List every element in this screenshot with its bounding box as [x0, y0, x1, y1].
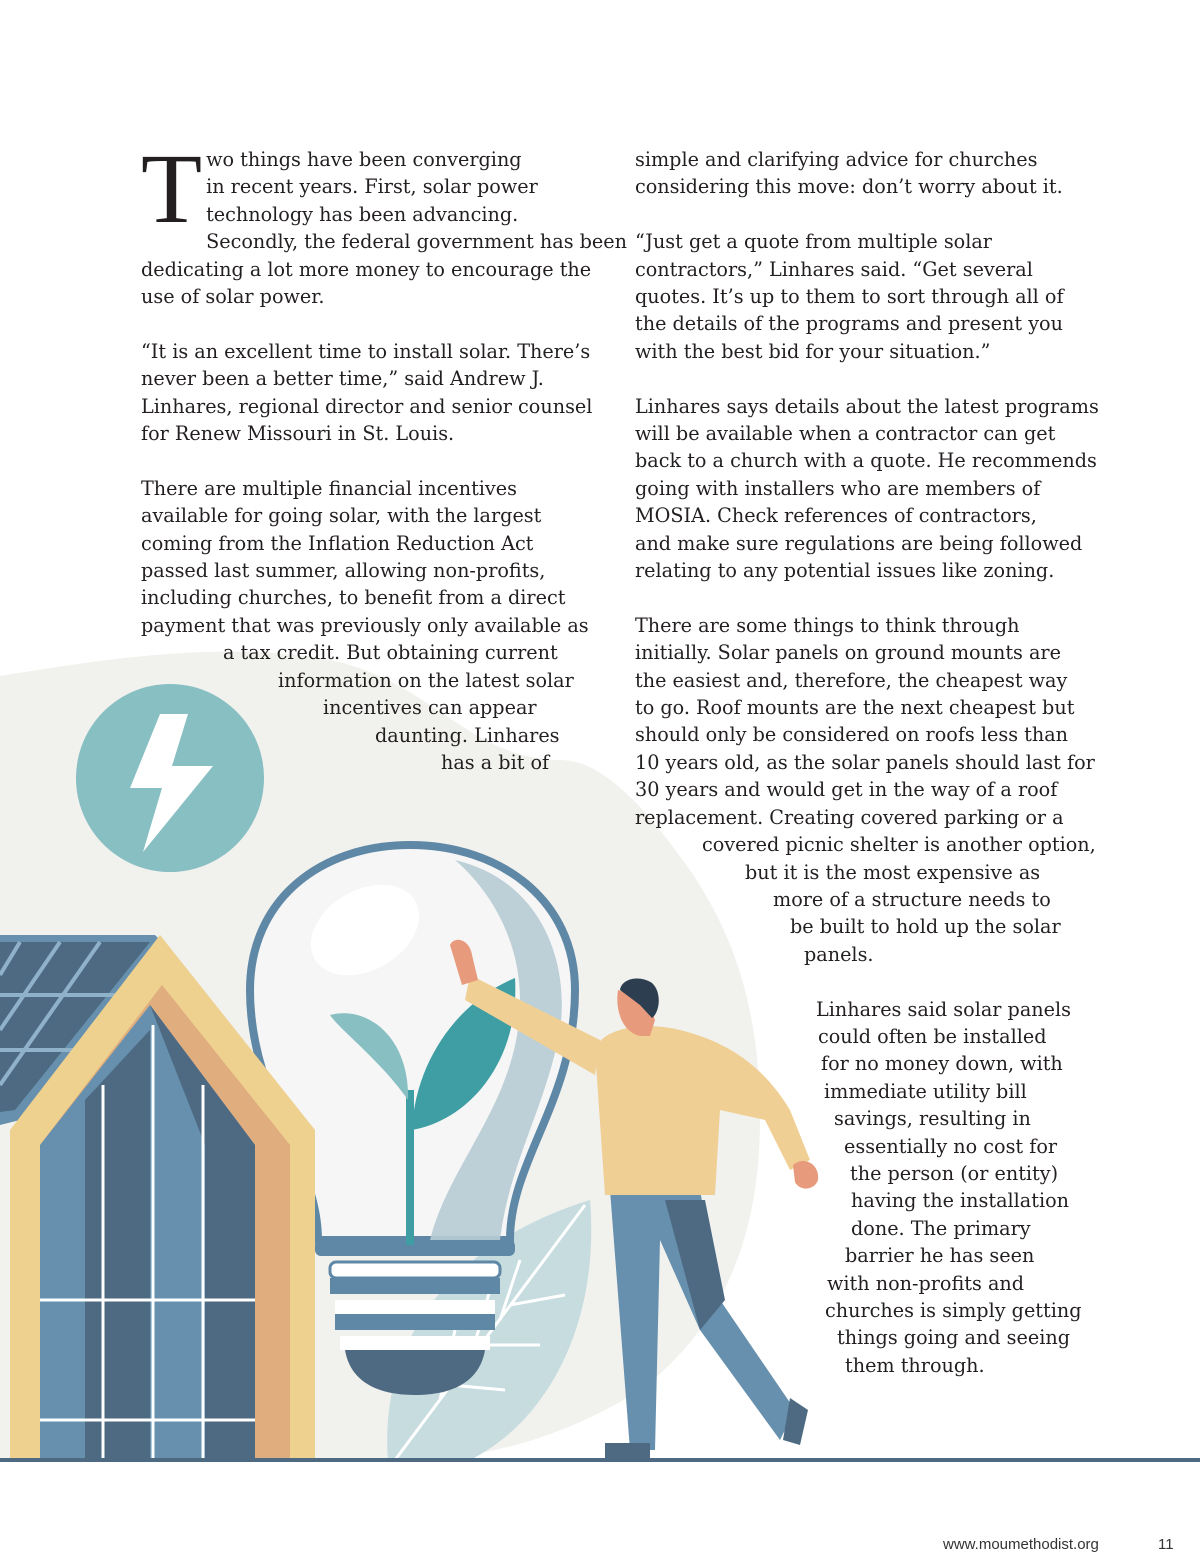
text-line: covered picnic shelter is another option,: [702, 833, 1096, 857]
text-line: things going and seeing: [837, 1326, 1071, 1350]
text-line: in recent years. First, solar power: [206, 175, 538, 199]
text-line: Linhares, regional director and senior counsel: [141, 394, 593, 418]
text-line: having the installation: [851, 1189, 1069, 1213]
bottom-rule: [0, 1458, 1200, 1462]
article-column-right: [635, 146, 1099, 1407]
paragraph-6: [635, 393, 1099, 585]
text-line: immediate utility bill: [824, 1079, 1027, 1103]
text-line: payment that was previously only available as: [141, 613, 589, 637]
text-line: panels.: [804, 942, 874, 966]
paragraph-2: [141, 338, 593, 448]
text-line: but it is the most expensive as: [745, 860, 1041, 884]
text-line: initially. Solar panels on ground mounts are: [635, 641, 1061, 665]
text-line: relating to any potential issues like zoning.: [635, 559, 1055, 583]
text-line: “It is an excellent time to install solar. There’s: [141, 339, 591, 363]
text-line: be built to hold up the solar: [790, 915, 1061, 939]
text-line: 30 years and would get in the way of a roof: [635, 778, 1058, 802]
paragraph-5: [635, 228, 1075, 365]
text-line: technology has been advancing.: [206, 202, 519, 226]
text-line: There are some things to think through: [635, 613, 1020, 637]
article-column-left: [141, 133, 627, 804]
text-line: with non-profits and: [827, 1271, 1025, 1295]
text-line: passed last summer, allowing non-profits,: [141, 559, 546, 583]
text-line: MOSIA. Check references of contractors,: [635, 504, 1037, 528]
text-line: 10 years old, as the solar panels should last for: [635, 750, 1095, 774]
text-line: churches is simply getting: [825, 1299, 1082, 1322]
text-line: daunting. Linhares: [375, 723, 560, 747]
text-line: Linhares says details about the latest programs: [635, 394, 1099, 418]
text-line: could often be installed: [818, 1024, 1047, 1048]
text-line: including churches, to benefit from a direct: [141, 586, 566, 610]
text-line: savings, resulting in: [834, 1107, 1031, 1131]
text-line: replacement. Creating covered parking or a: [635, 805, 1064, 829]
text-line: the person (or entity): [850, 1161, 1059, 1185]
text-line: coming from the Inflation Reduction Act: [141, 531, 534, 555]
text-line: them through.: [845, 1353, 985, 1377]
text-line: considering this move: don’t worry about it.: [635, 175, 1063, 199]
text-line: “Just get a quote from multiple solar: [635, 230, 992, 254]
text-line: going with installers who are members of: [635, 476, 1041, 500]
text-line: There are multiple financial incentives: [141, 476, 517, 500]
paragraph-3: [141, 475, 589, 776]
text-line: back to a church with a quote. He recommends: [635, 449, 1097, 473]
text-line: Secondly, the federal government has been: [206, 230, 627, 254]
text-line: will be available when a contractor can get: [635, 422, 1056, 446]
text-line: simple and clarifying advice for churches: [635, 148, 1038, 171]
footer-website-link[interactable]: www.moumethodist.org: [943, 1536, 1099, 1553]
text-line: the easiest and, therefore, the cheapest way: [635, 668, 1068, 692]
text-line: use of solar power.: [141, 285, 325, 309]
text-line: has a bit of: [441, 750, 550, 774]
text-line: the details of the programs and present you: [635, 312, 1063, 336]
text-line: and make sure regulations are being followed: [635, 531, 1083, 555]
text-line: barrier he has seen: [845, 1244, 1035, 1268]
text-line: done. The primary: [851, 1216, 1031, 1240]
text-line: incentives can appear: [323, 696, 537, 720]
text-line: available for going solar, with the largest: [141, 504, 542, 528]
paragraph-7: [635, 612, 1096, 968]
text-line: contractors,” Linhares said. “Get several: [635, 257, 1033, 281]
paragraph-1: [141, 133, 627, 310]
text-line: Linhares said solar panels: [816, 997, 1071, 1021]
text-line: information on the latest solar: [278, 668, 574, 692]
paragraph-4: [635, 146, 1075, 201]
text-line: should only be considered on roofs less than: [635, 723, 1069, 747]
text-line: a tax credit. But obtaining current: [223, 641, 558, 665]
paragraph-8: [635, 996, 1082, 1380]
text-line: with the best bid for your situation.”: [635, 339, 991, 363]
text-line: wo things have been converging: [206, 148, 522, 171]
text-line: for no money down, with: [821, 1052, 1063, 1076]
text-line: to go. Roof mounts are the next cheapest but: [635, 696, 1075, 720]
text-line: essentially no cost for: [844, 1134, 1058, 1158]
text-line: never been a better time,” said Andrew J.: [141, 367, 544, 391]
text-line: for Renew Missouri in St. Louis.: [141, 422, 455, 446]
text-line: dedicating a lot more money to encourage the: [141, 257, 592, 281]
dropcap: T: [141, 133, 203, 244]
text-line: quotes. It’s up to them to sort through all of: [635, 285, 1064, 309]
text-line: more of a structure needs to: [773, 887, 1051, 911]
page-number: 11: [1158, 1536, 1174, 1553]
